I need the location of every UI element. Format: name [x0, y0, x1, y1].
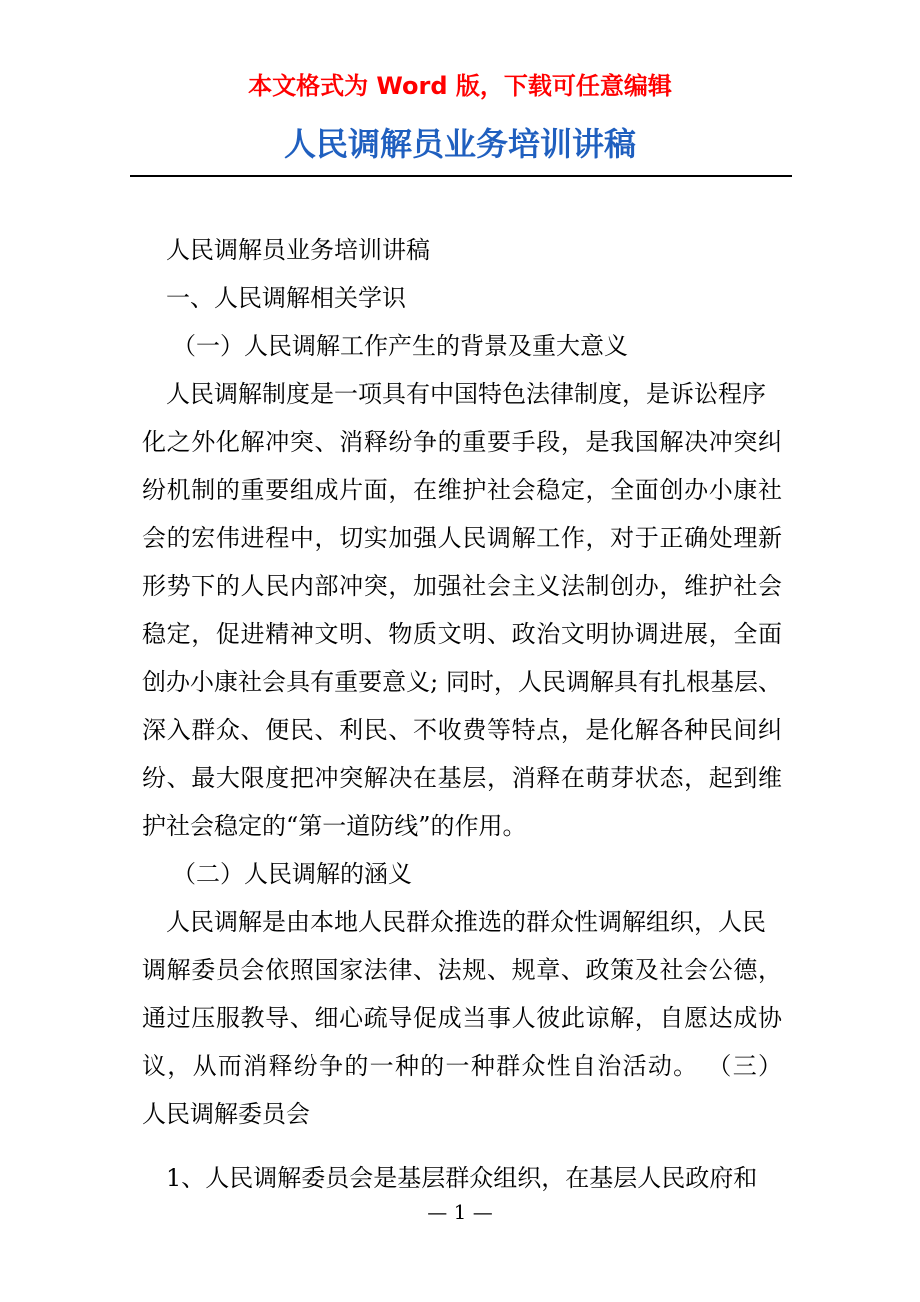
paragraph-line: 创办小康社会具有重要意义; 同时，人民调解具有扎根基层、: [142, 668, 782, 696]
paragraph-line: 人民调解制度是一项具有中国特色法律制度，是诉讼程序: [166, 380, 766, 408]
body-heading: 人民调解员业务培训讲稿: [166, 236, 430, 264]
paragraph-line: 通过压服教导、细心疏导促成当事人彼此谅解，自愿达成协: [142, 1004, 782, 1032]
paragraph-line: 会的宏伟进程中，切实加强人民调解工作，对于正确处理新: [142, 524, 782, 552]
paragraph-line: 化之外化解冲突、消释纷争的重要手段，是我国解决冲突纠: [142, 428, 782, 456]
paragraph-line: 人民调解是由本地人民群众推选的群众性调解组织，人民: [166, 908, 766, 936]
title-divider: [130, 175, 792, 177]
paragraph-line: 深入群众、便民、利民、不收费等特点，是化解各种民间纠: [142, 716, 782, 744]
paragraph-line: 议，从而消释纷争的一种的一种群众性自治活动。 （三）: [142, 1052, 782, 1080]
paragraph-line: 1、人民调解委员会是基层群众组织，在基层人民政府和: [166, 1164, 758, 1192]
section-heading: 一、人民调解相关学识: [166, 284, 406, 312]
subsection-heading: （二）人民调解的涵义: [172, 860, 412, 888]
paragraph-line: 稳定，促进精神文明、物质文明、政治文明协调进展，全面: [142, 620, 782, 648]
page-title: 人民调解员业务培训讲稿: [283, 125, 636, 163]
subsection-heading: 人民调解委员会: [142, 1100, 310, 1128]
document-body: [142, 226, 782, 1202]
paragraph-line: 纷、最大限度把冲突解决在基层，消释在萌芽状态，起到维: [142, 764, 782, 792]
page-number: — 1 —: [427, 1200, 493, 1224]
paragraph-line: 调解委员会依照国家法律、法规、规章、政策及社会公德，: [142, 956, 782, 984]
subsection-heading: （一）人民调解工作产生的背景及重大意义: [172, 332, 628, 360]
paragraph-line: 护社会稳定的“第一道防线”的作用。: [142, 812, 527, 840]
edit-notice-banner: 本文格式为 Word 版，下载可任意编辑: [248, 72, 672, 100]
paragraph-line: 形势下的人民内部冲突，加强社会主义法制创办，维护社会: [142, 572, 782, 600]
paragraph-line: 纷机制的重要组成片面，在维护社会稳定，全面创办小康社: [142, 476, 782, 504]
